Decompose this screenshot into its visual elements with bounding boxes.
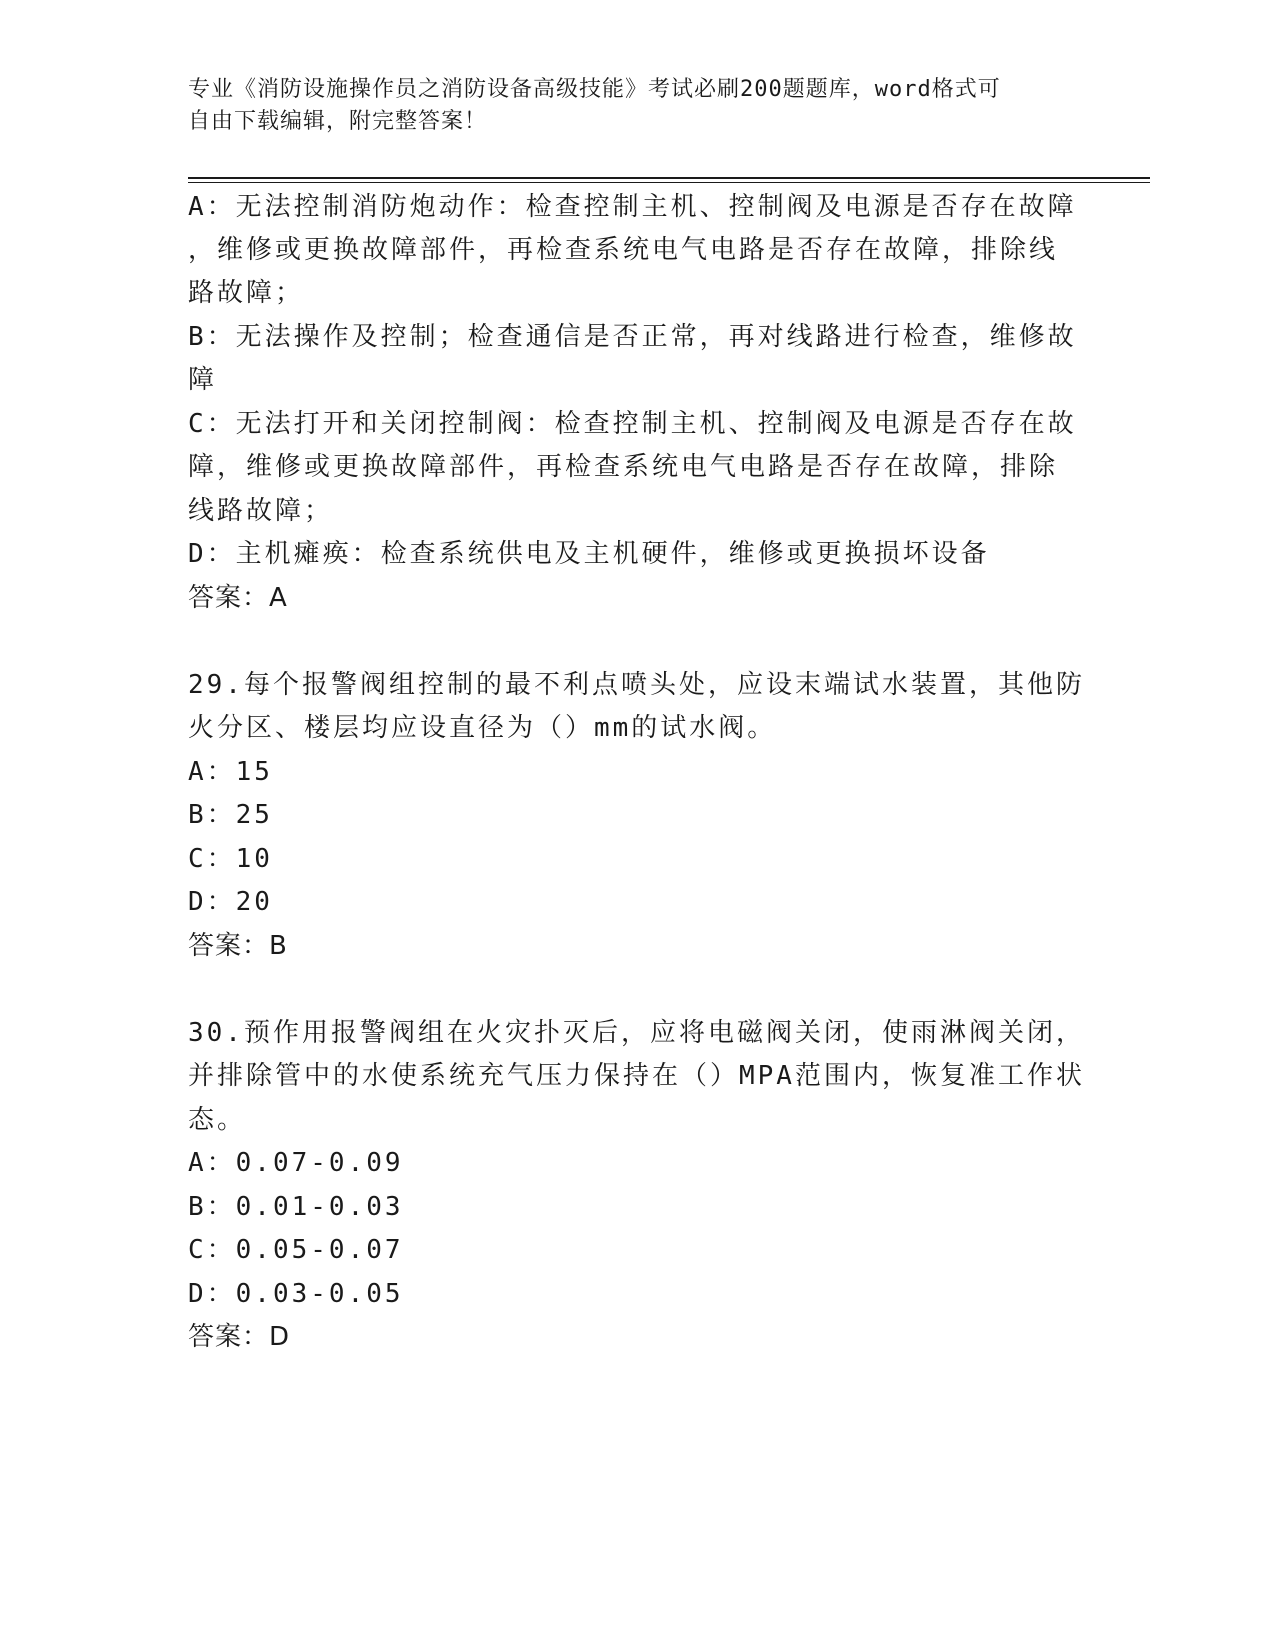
q29-answer — [188, 929, 288, 963]
q30-answer-value: D — [269, 1322, 291, 1352]
q28-option-b-line-1: B：无法操作及控制；检查通信是否正常，再对线路进行检查，维修故 — [188, 322, 1077, 352]
q28-option-a-line-3: 路故障； — [188, 278, 305, 308]
q28-option-a-line-2: ，维修或更换故障部件，再检查系统电气电路是否存在故障，排除线 — [188, 235, 1059, 265]
header-rule-thin — [188, 182, 1150, 183]
q29-answer-value: B — [269, 931, 288, 961]
q30-answer — [188, 1320, 290, 1354]
q30-stem-line-1: 30.预作用报警阀组在火灾扑灭后，应将电磁阀关闭，使雨淋阀关闭， — [188, 1018, 1085, 1048]
q28-option-c-line-2: 障，维修或更换故障部件，再检查系统电气电路是否存在故障，排除 — [188, 452, 1059, 482]
q30-option-c: C：0.05-0.07 — [188, 1235, 404, 1265]
q29-option-d: D：20 — [188, 887, 273, 917]
q28-option-c-line-1: C：无法打开和关闭控制阀：检查控制主机、控制阀及电源是否存在故 — [188, 409, 1077, 439]
q29-stem-line-1: 29.每个报警阀组控制的最不利点喷头处，应设末端试水装置，其他防 — [188, 670, 1085, 700]
q28-option-b-line-2: 障 — [188, 365, 218, 395]
q28-option-d-line-1: D：主机瘫痪：检查系统供电及主机硬件，维修或更换损坏设备 — [188, 539, 990, 569]
header-rule-thick — [188, 177, 1150, 179]
q28-answer — [188, 581, 288, 615]
q28-answer-value: A — [269, 583, 288, 613]
q29-option-c: C：10 — [188, 844, 273, 874]
document-header — [188, 74, 1068, 138]
header-line-2: 自由下载编辑，附完整答案！ — [188, 109, 488, 134]
q29-option-b: B：25 — [188, 800, 273, 830]
q29-stem-line-2: 火分区、楼层均应设直径为（）mm的试水阀。 — [188, 713, 777, 743]
header-line-1: 专业《消防设施操作员之消防设备高级技能》考试必刷200题题库，word格式可 — [188, 77, 1001, 102]
q30-option-a: A：0.07-0.09 — [188, 1148, 404, 1178]
q30-stem-line-2: 并排除管中的水使系统充气压力保持在（）MPA范围内，恢复准工作状 — [188, 1061, 1085, 1091]
q29-answer-label: 答案： — [188, 931, 270, 961]
q29-option-a: A：15 — [188, 757, 273, 787]
q30-option-d: D：0.03-0.05 — [188, 1279, 404, 1309]
q30-stem-line-3: 态。 — [188, 1105, 247, 1135]
q30-option-b: B：0.01-0.03 — [188, 1192, 404, 1222]
q30-answer-label: 答案： — [188, 1322, 270, 1352]
q28-option-a-line-1: A：无法控制消防炮动作：检查控制主机、控制阀及电源是否存在故障 — [188, 192, 1077, 222]
q28-option-c-line-3: 线路故障； — [188, 496, 334, 526]
q28-answer-label: 答案： — [188, 583, 270, 613]
